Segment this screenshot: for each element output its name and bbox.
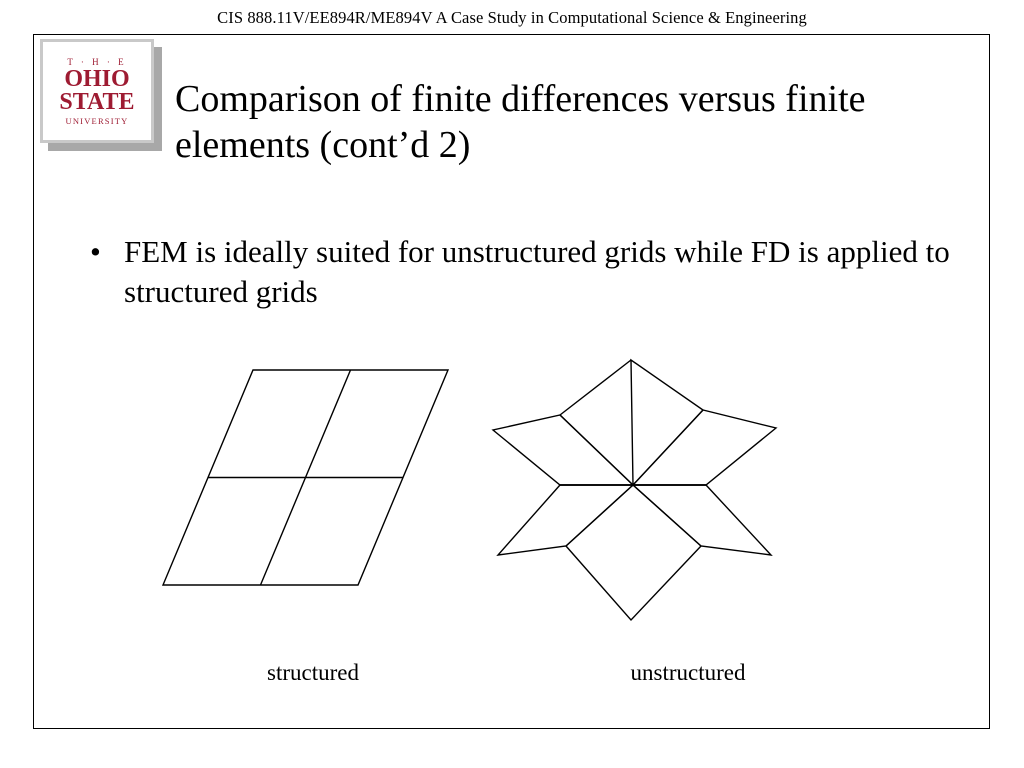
structured-grid-figure xyxy=(143,350,463,640)
list-item xyxy=(76,232,956,312)
logo-the-text: T · H · E xyxy=(67,56,127,67)
ohio-state-logo xyxy=(40,39,162,151)
list-item-text: FEM is ideally suited for unstructured grids while FD is applied to structured grids xyxy=(124,234,950,309)
figure-caption-unstructured: unstructured xyxy=(630,660,746,685)
figure-caption-structured: structured xyxy=(267,660,359,685)
course-header: CIS 888.11V/EE894R/ME894V A Case Study in Computational Science & Engineering xyxy=(217,8,807,27)
bullet-list xyxy=(76,232,956,312)
page-title: Comparison of finite differences versus finite elements (cont’d 2) xyxy=(175,78,866,166)
figures-area xyxy=(33,350,990,700)
logo-state-text: STATE xyxy=(59,88,135,115)
logo-box xyxy=(40,39,154,143)
logo-university-text: UNIVERSITY xyxy=(65,115,129,126)
bullet-marker-icon: • xyxy=(90,234,101,269)
unstructured-grid-figure xyxy=(488,350,808,640)
logo-ohio-text: OHIO xyxy=(64,65,130,92)
